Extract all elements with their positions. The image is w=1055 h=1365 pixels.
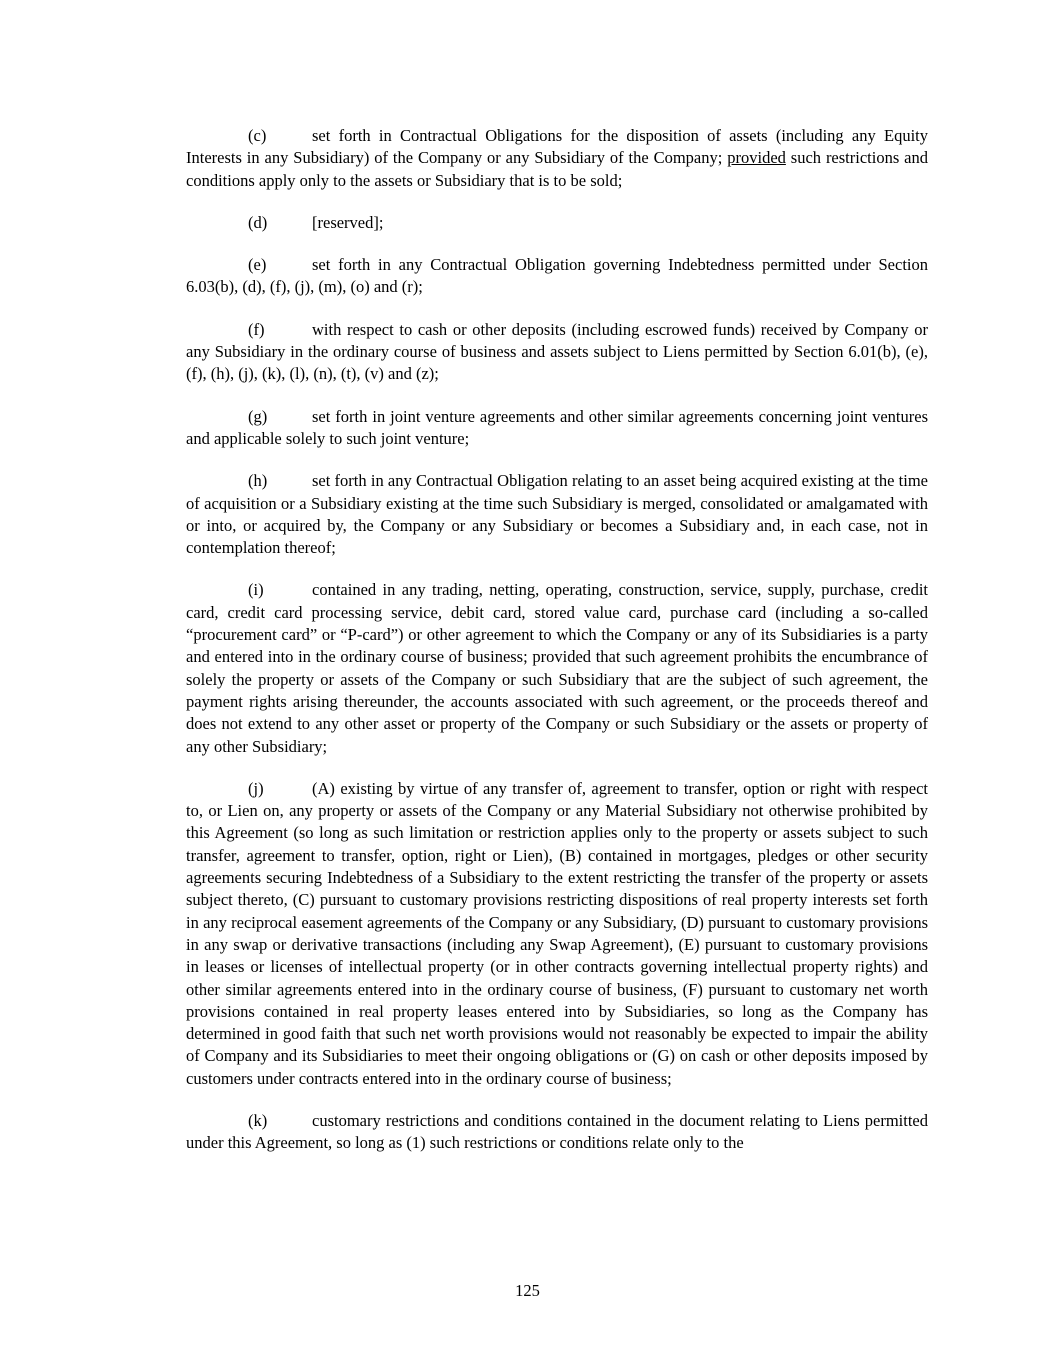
- clause-label-e: (e): [248, 255, 267, 275]
- clause-label-k: (k): [248, 1110, 268, 1130]
- clause-label-g: (g): [248, 406, 268, 426]
- clause-label-c: (c): [248, 126, 267, 145]
- clause-label-i: (i): [248, 580, 264, 600]
- clause-label-j: (j): [248, 778, 264, 798]
- clause-label-d: (d): [248, 212, 268, 232]
- clause-text-d: [reserved];: [312, 212, 384, 232]
- clause-text-j: (A) existing by virtue of any transfer of, agreement to transfer, option or right with respect to, or Lien on, any property or assets of the Company or any Material Subsidiary not otherwise prohibited by this Agreement (so long as such limitation or restriction applies only to the property or assets subject to such transfer, agreement to transfer, option, right or Lien), (B) contained in mortgages, pledges or other security agreements securing Indebtedness of a Subsidiary to the extent restricting the transfer of the property or assets subject thereto, (C) pursuant to customary provisions restricting dispositions of real property interests set forth in any reciprocal easement agreements of the Company or any Subsidiary, (D) pursuant to customary provisions in any swap or derivative transactions (including any Swap Agreement), (E) pursuant to customary provisions in leases or licenses of intellectual property (or in other contracts governing intellectual property rights) and other similar agreements entered into in the ordinary course of business, (F) pursuant to customary net worth provisions contained in real property leases entered into by Subsidiaries, so long as the Company has determined in good faith that such net worth provisions would not reasonably be expected to impair the ability of Company and its Subsidiaries to meet their ongoing obligations or (G) on cash or other deposits imposed by customers under contracts entered into in the ordinary course of business;: [186, 778, 928, 1088]
- paragraph-e: [186, 254, 928, 299]
- clause-text-c: set forth in Contractual Obligations for the disposition of assets (including any Equity Interests in any Subsidiary) of the Company or any Subsidiary of the Company;: [186, 126, 928, 168]
- clause-label-h: (h): [248, 471, 268, 491]
- underlined-term-provided: provided: [727, 148, 786, 168]
- clause-label-f: (f): [248, 319, 265, 339]
- page-number: 125: [515, 1281, 540, 1300]
- clause-text-k: customary restrictions and conditions contained in the document relating to Liens permitted under this Agreement, so long as (1) such restrictions or conditions relate only to the: [186, 1110, 928, 1153]
- clause-text-h: set forth in any Contractual Obligation relating to an asset being acquired existing at the time of acquisition or a Subsidiary existing at the time such Subsidiary is merged, consolidated or amalgamated with or into, or acquired by, the Company or any Subsidiary or becomes a Subsidiary and, in each case, not in contemplation thereof;: [186, 471, 928, 558]
- paragraph-g: [186, 406, 928, 451]
- paragraph-h: [186, 470, 928, 559]
- clause-text-g: set forth in joint venture agreements and other similar agreements concerning joint ventures and applicable solely to such joint venture;: [186, 406, 928, 448]
- clause-text-i: contained in any trading, netting, operating, construction, service, supply, purchase, credit card, credit card processing service, debit card, stored value card, purchase card (including a so-called “procurement card” or “P-card”) or other agreement to which the Company or any of its Subsidiaries is a party and entered into in the ordinary course of business; provided that such agreement prohibits the encumbrance of solely the property or assets of the Company or such Subsidiary that are the subject of such agreement, the payment rights arising thereunder, the accounts associated with such agreement, or the proceeds thereof and does not extend to any other asset or property of the Company or such Subsidiary or the assets or property of any other Subsidiary;: [186, 580, 928, 756]
- paragraph-j: [186, 778, 928, 1090]
- clause-text-c-after: such restrictions and conditions apply only to the assets or Subsidiary that is to be sold;: [186, 148, 928, 190]
- paragraph-d: [186, 212, 928, 234]
- clause-text-f: with respect to cash or other deposits (including escrowed funds) received by Company or any Subsidiary in the ordinary course of business and assets subject to Liens permitted by Section 6.01(b), (e), (f), (h), (j), (k), (l), (n), (t), (v) and (z);: [186, 319, 928, 384]
- clause-text-e: set forth in any Contractual Obligation governing Indebtedness permitted under Section 6.03(b), (d), (f), (j), (m), (o) and (r);: [186, 255, 928, 297]
- paragraph-k: [186, 1110, 928, 1155]
- paragraph-c: [186, 125, 928, 192]
- paragraph-f: [186, 319, 928, 386]
- paragraph-i: [186, 579, 928, 757]
